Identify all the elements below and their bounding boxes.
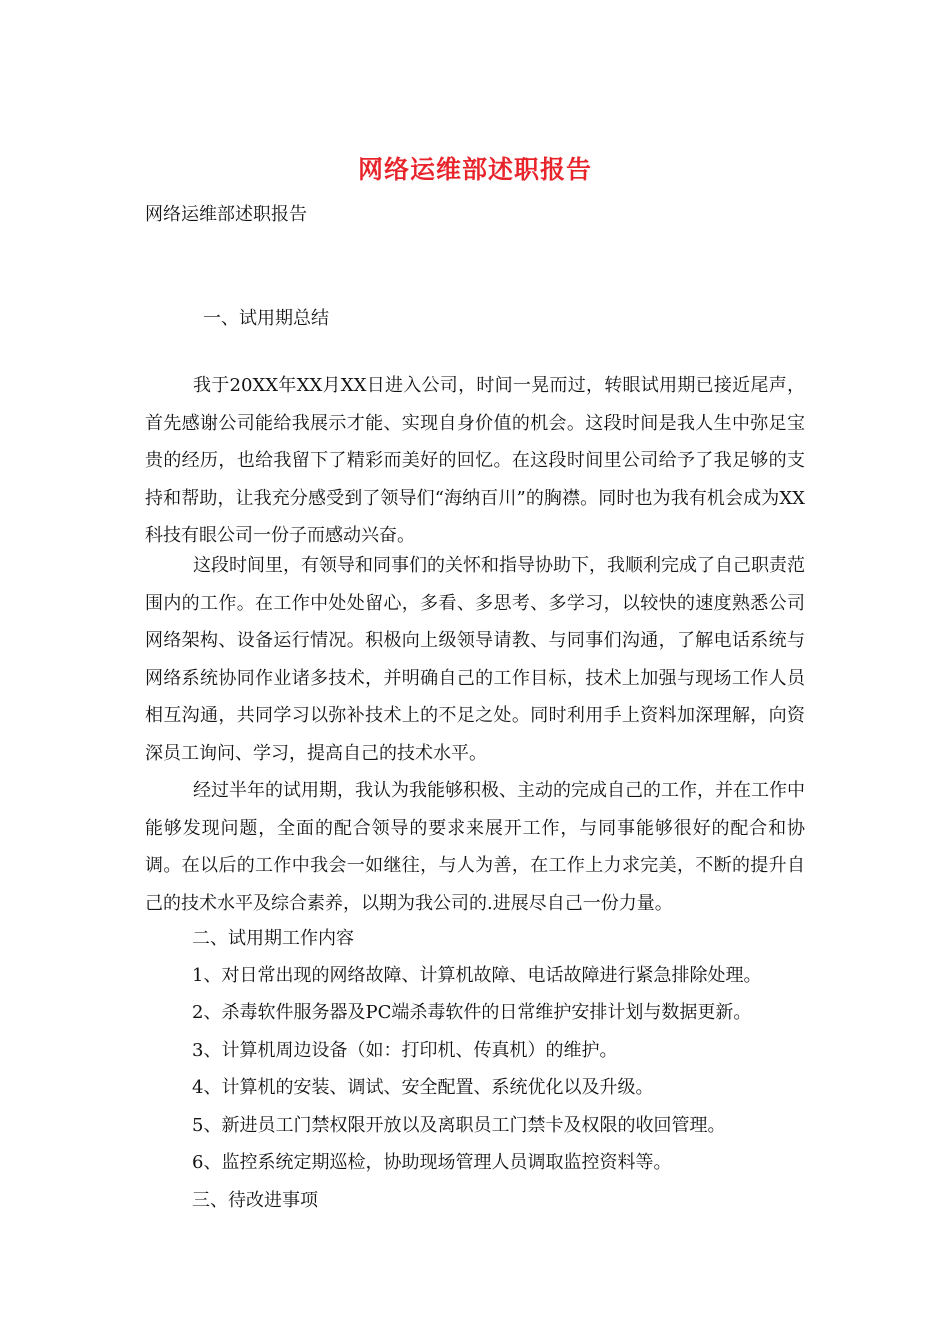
paragraph-2: 这段时间里，有领导和同事们的关怀和指导协助下，我顺利完成了自己职责范围内的工作。在工作中处处留心，多看、多思考、多学习，以较快的速度熟悉公司网络架构、设备运行情况。积极向上级领导请教、与同事们沟通，了解电话系统与网络系统协同作业诸多技术，并明确自己的工作目标，技术上加强与现场工作人员相互沟通，共同学习以弥补技术上的不足之处。同时利用手上资料加深理解，向资深员工询问、学习，提高自己的技术水平。 (145, 555, 805, 764)
work-item-4: 4、计算机的安装、调试、安全配置、系统优化以及升级。 (192, 1077, 654, 1098)
paragraph-3: 经过半年的试用期，我认为我能够积极、主动的完成自己的工作，并在工作中能够发现问题，全面的配合领导的要求来展开工作，与同事能够很好的配合和协调。在以后的工作中我会一如继往，与人为善，在工作上力求完美，不断的提升自己的技术水平及综合素养，以期为我公司的.进展尽自己一份力量。 (145, 780, 805, 914)
work-item-5: 5、新进员工门禁权限开放以及离职员工门禁卡及权限的收回管理。 (192, 1115, 726, 1136)
work-item-2: 2、杀毒软件服务器及PC端杀毒软件的日常维护安排计划与数据更新。 (192, 1002, 752, 1023)
work-item-6: 6、监控系统定期巡检，协助现场管理人员调取监控资料等。 (192, 1152, 672, 1173)
section-heading-1: 一、试用期总结 (203, 308, 329, 329)
document-title: 网络运维部述职报告 (357, 155, 592, 184)
paragraph-1: 我于20XX年XX月XX日进入公司，时间一晃而过，转眼试用期已接近尾声，首先感谢公司能给我展示才能、实现自身价值的机会。这段时间是我人生中弥足宝贵的经历，也给我留下了精彩而美好的回忆。在这段时间里公司给予了我足够的支持和帮助，让我充分感受到了领导们“海纳百川”的胸襟。同时也为我有机会成为XX科技有眼公司一份子而感动兴奋。 (145, 375, 805, 546)
work-item-3: 3、计算机周边设备（如：打印机、传真机）的维护。 (192, 1040, 618, 1061)
section-heading-2: 二、试用期工作内容 (192, 928, 354, 949)
section-heading-3: 三、待改进事项 (192, 1190, 318, 1211)
work-item-1: 1、对日常出现的网络故障、计算机故障、电话故障进行紧急排除处理。 (192, 965, 762, 986)
document-subtitle: 网络运维部述职报告 (145, 204, 307, 225)
